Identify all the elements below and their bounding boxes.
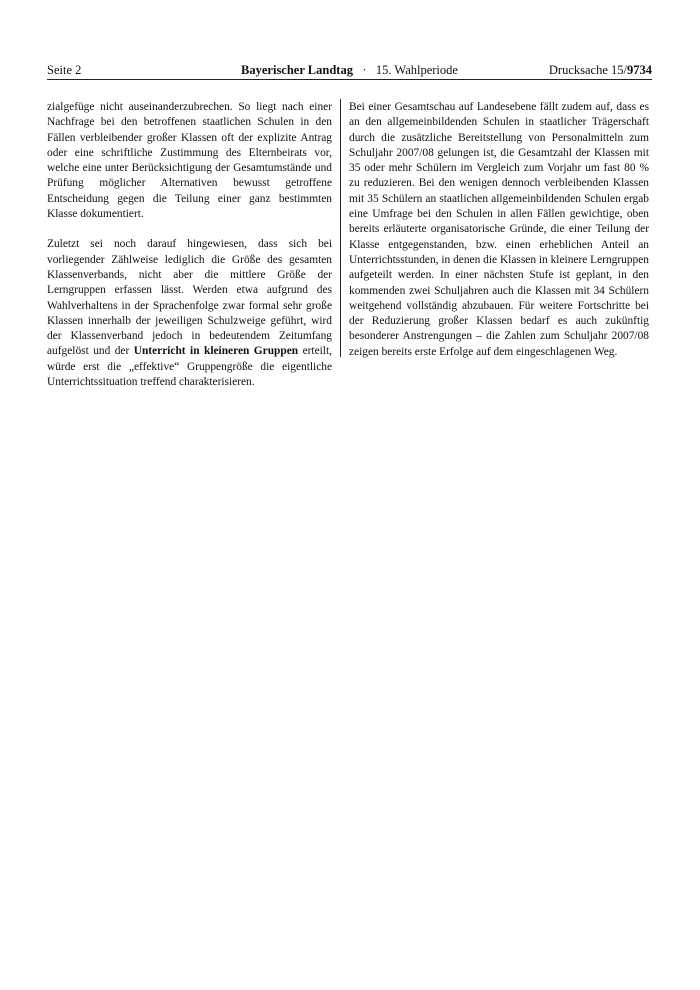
page-number: Seite 2 (47, 63, 82, 77)
document-prefix: Drucksache 15/ (548, 63, 627, 77)
column-divider (340, 99, 341, 357)
parliament-name: Bayerischer Landtag (241, 63, 353, 77)
right-column (349, 100, 649, 375)
document-reference (549, 62, 652, 78)
page-header (47, 62, 652, 80)
document-number: 9734 (627, 63, 652, 77)
legislative-period: 15. Wahlperiode (375, 63, 458, 77)
left-paragraph-1: zialgefüge nicht auseinanderzubrechen. So liegt nach einer Nachfrage bei den betroffenen staatlichen Schulen in den Fällen verbleibender großer Klassen oft der explizite Antrag oder eine schriftliche Zustimmung des Elternbeirats vor, welche eine unter Berücksichtigung der Gesamtumstände und Prüfung möglicher Alternativen bewusst getroffene Entscheidung gegen die Teilung einer ganz bestimmten Klasse dokumentiert. (47, 101, 332, 221)
left-column (47, 100, 332, 405)
left-paragraph-2 (47, 237, 332, 390)
left-paragraph-2-emphasis: Unterricht in kleineren Gruppen (133, 345, 299, 358)
left-paragraph-2-text-a: Zuletzt sei noch darauf hingewiesen, dass sich bei vorliegender Zählweise lediglich die Größe des gesamten Klassenverbands, nicht aber die mittlere Größe der Lerngruppen erfassen lässt. Werden etwa aufgrund des Wahlverhaltens in der Sprachenfolge zwar formal sehr große Klassen innerhalb der jeweiligen Schulzweige geführt, wird der Klassenverband jedoch in bedeutendem Zeitumfang aufgelöst und der (47, 238, 332, 358)
right-paragraph-1: Bei einer Gesamtschau auf Landesebene fällt zudem auf, dass es an den allgemeinbildenden Schulen in staatlicher Trägerschaft durch die zusätzliche Bereitstellung von Personalmitteln zum Schuljahr 2007/08 gelungen ist, die Gesamtzahl der Klassen mit 35 oder mehr Schülern im Vergleich zum Vorjahr um fast 80 % zu reduzieren. Bei den wenigen dennoch verbleibenden Klassen mit 35 Schülern an staatlichen allgemeinbildenden Schulen ergab eine Umfrage bei den Schulen in allen Fällen gewichtige, oben bereits erläuterte organisatorische Gründe, die einer Teilung der Klasse entgegenstanden, bzw. einen erheblichen Anteil an Unterrichtsstunden, in denen die Klassen in kleinere Lerngruppen aufgeteilt werden. In einer nächsten Stufe ist geplant, in den kommenden zwei Schuljahren auch die Klassen mit 34 Schülern weitgehend vollständig abzubauen. Für weitere Fortschritte bei der Reduzierung großer Klassen bedarf es auch zukünftig besonderer Anstrengungen – die Zahlen zum Schuljahr 2007/08 zeigen bereits erste Erfolge auf dem eingeschlagenen Weg. (349, 101, 649, 358)
header-rule (47, 79, 652, 80)
left-paragraph-2-text-b: erteilt, würde erst die „effektive“ Gruppengröße die eigentliche Unterrichtssituation treffend charakterisieren. (47, 345, 332, 389)
header-separator: · (362, 63, 367, 77)
